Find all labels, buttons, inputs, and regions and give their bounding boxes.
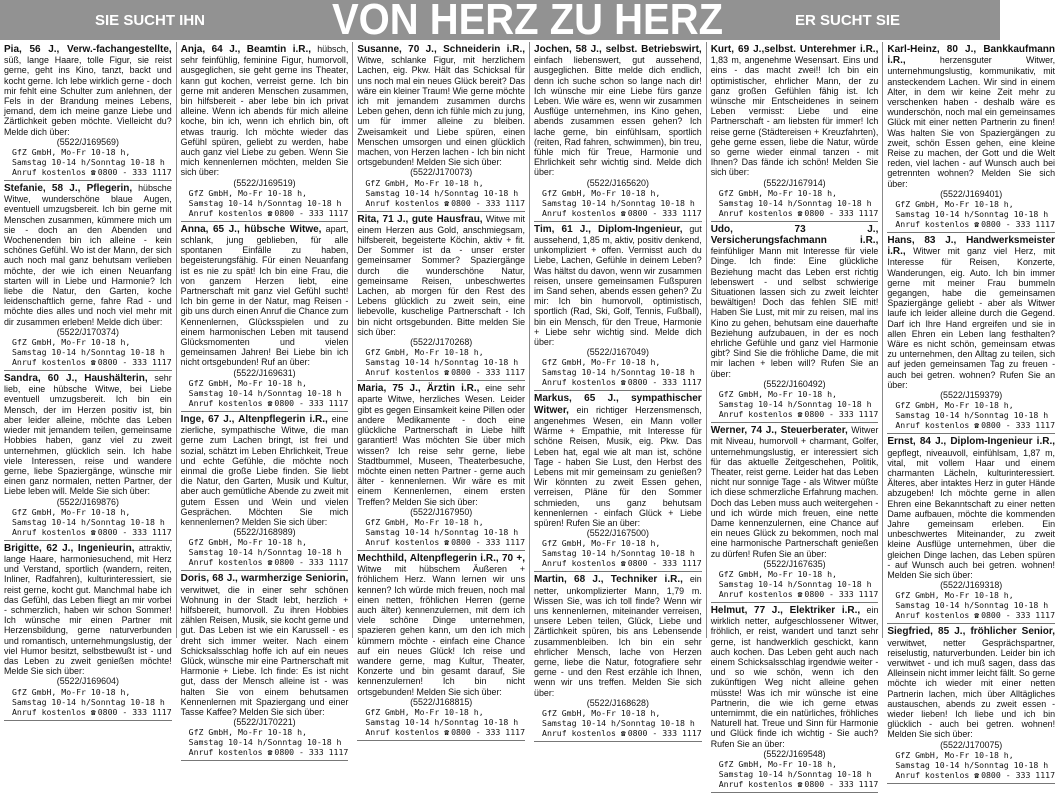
header-banner — [0, 0, 1000, 42]
classified-ad — [4, 543, 172, 721]
ad-text: einfach liebenswert, gut aussehend, ausgeglichen. Bitte melde dich endlich, denn ich suche schon so lange nach dir! Ich wünsche mir eine Liebe fürs ganze Leben. Wie wäre es, wenn wir zusammen Ausflüge unternehmen, ins Kino gehen, abends zusammen essen gehen? Ich lache gerne, bin einfühlsam, sportlich (reiten, Rad fahren, schwimmen), bin treu, fühle mich für Treue, Harmonie und Ehrlichkeit sehr wichtig sind. Melde dich über: — [534, 55, 702, 178]
phone-icon: ☎ — [620, 559, 626, 569]
contact-company: GfZ GmbH, Mo-Fr 10-18 h, — [542, 187, 661, 198]
contact-hours: Samstag 10-14 h/Sonntag 10-18 h — [718, 399, 872, 410]
contact-anruf: Anruf kostenlos — [12, 167, 86, 178]
phone-icon: ☎ — [267, 558, 273, 568]
ad-contact — [711, 188, 879, 219]
ad-text: ein netter, unkomplizierter Mann, 1,79 m. Wissen Sie, was ich toll finde? Wenn wir uns kennenlernen, miteinander verreisen, unsere Leben teilen, Glück, Liebe und Zärtlichkeit spüren, bis ans Lebensende zusammenbleiben. Ich bin ein sehr ehrlicher Mensch, lache von Herzen gerne, liebe die Natur, fotografiere sehr gerne - und den Rest erzähle ich Ihnen, wenn wir uns treffen. Melden Sie sich über: — [534, 574, 702, 698]
ad-code: (5522/J170374) — [56, 326, 119, 337]
contact-call — [365, 198, 525, 209]
ad-heading: Anja, 64 J., Beamtin i.R., — [180, 44, 312, 55]
contact-company: GfZ GmbH, Mo-Fr 10-18 h, — [365, 516, 484, 527]
ad-text: gut aussehend, 1,85 m, aktiv, positiv denkend, unkompliziert + offen. Vermisst auch du Liebe, Lachen, Gefühle in deinem Leben? Was hältst du davon, wenn wir zusammen reisen, unsere gemeinsamen Fußspuren im Sand sehen, abends essen gehen? Zu mir: Ich bin humorvoll, optimistisch, sportlich (Rad, Ski, Golf, Tennis, Fußball), bin ein Mensch, für den Treue, Harmonie + Liebe sehr wichtig sind. Melde dich über: — [534, 223, 702, 348]
contact-company: GfZ GmbH, Mo-Fr 10-18 h, — [718, 568, 837, 579]
contact-call — [542, 377, 702, 388]
contact-call — [12, 167, 172, 178]
classified-ad — [357, 44, 525, 212]
classified-ad — [4, 183, 172, 371]
contact-anruf: Anruf kostenlos — [365, 197, 440, 208]
ad-contact — [534, 708, 702, 739]
ad-heading: Hans, 83 J., Handwerksmeister i.R., — [887, 235, 1056, 258]
contact-phone[interactable]: 0800 - 333 1117 — [981, 219, 1056, 230]
contact-call — [189, 557, 349, 568]
contact-phone[interactable]: 0800 - 333 1117 — [451, 726, 526, 737]
ad-contact — [4, 147, 172, 178]
contact-phone[interactable]: 0800 - 333 1117 — [274, 557, 349, 568]
contact-anruf: Anruf kostenlos — [895, 769, 970, 780]
phone-icon: ☎ — [974, 220, 980, 230]
ads-column — [883, 42, 1059, 780]
contact-call — [12, 357, 172, 368]
ad-text: Witwer mit Niveau, humorvoll + charmant, Golfer, unternehmungslustig, er interessiert sich für das aktuelle Zeitgeschehen, Politik, Theater, reist gerne. Leider hat das Leben nicht nur sonnige Tage - als Witwer müßte ich diese schmerzliche Erfahrung machen. Doch das Leben muss auch weitergehen - und ich würde mich freuen, eine nette Dame kennenzulernen, eine Chance auf ein neues Glück zu bekommen, noch mal eine harmonische Partnerschaft genießen zu dürfen! Rufen Sie an über: — [710, 425, 879, 559]
contact-hours: Samstag 10-14 h/Sonntag 10-18 h — [365, 716, 519, 727]
contact-hours: Samstag 10-14 h/Sonntag 10-18 h — [188, 737, 342, 748]
ad-code: (5522/J168815) — [410, 696, 473, 707]
ad-code: (5522/J169631) — [233, 367, 296, 378]
classified-ad — [711, 605, 879, 793]
ads-column — [0, 42, 177, 717]
contact-anruf: Anruf kostenlos — [718, 409, 793, 420]
contact-anruf: Anruf kostenlos — [365, 367, 440, 378]
contact-anruf: Anruf kostenlos — [188, 557, 263, 568]
ad-contact — [887, 199, 1055, 230]
contact-call — [12, 707, 172, 718]
contact-call — [719, 409, 879, 420]
classified-ad — [4, 373, 172, 541]
ad-heading: Siegfried, 85 J., fröhlicher Senior, — [887, 626, 1056, 638]
ad-text: hübsch, sehr feinfühlig, feminine Figur, humorvoll, ausgeglichen, sie geht gerne ins Theater, kann gut kochen, verreist gerne. Ich bin gerne mit anderen Menschen zusammen, bin hilfsbereit - aber lebe bin ich privat alleine. Wenn ich abends für mich alleine koche, bin ich, wenn ich ehrlich bin, oft etwas traurig. Ich möchte wieder das Gefühl spüren, geliebt zu werden, habe auch ganz viel Liebe zu geben. Wenn Sie mich kennenlernen möchten, melden Sie sich über: — [180, 44, 349, 178]
ad-contact — [534, 357, 702, 388]
ad-code: (5522/J167914) — [763, 177, 826, 188]
ads-column — [353, 42, 530, 737]
classified-ad — [887, 235, 1055, 434]
contact-call — [895, 219, 1055, 230]
classified-ad — [534, 224, 702, 392]
ad-text: herzensguter Witwer, unternehmungslustig, kommunikativ, mit ansteckendem Lachen. Wir sind in einem Alter, in dem wir keine Zeit mehr zu verschenken haben - deshalb wäre es wunderschön, noch mal ein gemeinsames Glück mit einer netten Partnerin zu finen! Was halten Sie von Spaziergängen zu zweit, schön Essen gehen, eine kleine Reise zu machen, der Gott und die Welt reden, viel lachen - auf Wunsch auch bei getrennten wohnen? Melden Sie sich über: — [887, 55, 1056, 189]
contact-hours: Samstag 10-14 h/Sonntag 10-18 h — [895, 410, 1049, 421]
contact-phone[interactable]: 0800 - 333 1117 — [627, 207, 702, 218]
contact-hours: Samstag 10-14 h/Sonntag 10-18 h — [12, 696, 165, 707]
classified-ad — [534, 574, 702, 742]
ad-heading: Susanne, 70 J., Schneiderin i.R., — [357, 44, 526, 55]
contact-call — [365, 537, 525, 548]
ad-heading: Maria, 75 J., Ärztin i.R., — [357, 383, 480, 395]
contact-anruf: Anruf kostenlos — [718, 588, 793, 599]
ad-heading: Jochen, 58 J., selbst. Betriebswirt, — [534, 44, 702, 55]
contact-anruf: Anruf kostenlos — [12, 357, 86, 368]
classified-ad — [357, 553, 525, 741]
contact-phone[interactable]: 0800 - 333 1117 — [981, 610, 1056, 621]
contact-company: GfZ GmbH, Mo-Fr 10-18 h, — [188, 187, 307, 198]
ad-text: Witwe mit hübschem Äußeren + fröhlichem Herz. Wann lernen wir uns kennen? Ich würde mich freuen, noch mal einen netten, fröhlichen Herren (gerne auch älter) kennenzulernen, mit dem ich viele schöne Dinge unternehmen, spazieren gehen kann, um den ich mich kümmern möchte - einfach eine Chance auf ein neues Glück! Ich reise und wandere gerne, mag Kultur, Theater, Konzerte und bin gesamt darauf, Sie kennenzulernen! Ich bin nicht ortsgebunden! Melden Sie sich über: — [357, 564, 526, 697]
contact-anruf: Anruf kostenlos — [12, 706, 86, 717]
contact-hours: Samstag 10-14 h/Sonntag 10-18 h — [365, 357, 519, 368]
ad-contact — [181, 727, 349, 758]
ad-text: feinfühliger Mann mit Interesse für viele Dinge. Ich finde: Eine glückliche Beziehung macht das Leben erst richtig lebenswert - und selbst schwierige Situationen lassen sich zu zweit leichter bewältigen! Doch das fehlen SIE mit! Haben Sie Lust, mit mir zu reisen, mal ins Kino zu gehen, behutsam eine dauerhafte Beziehung aufzubauen, in der es noch ehrliche Gefühle und ganz viel Harmonie gibt? Sind Sie die fröhliche Dame, die mit mir lachen + leben will? Rufen Sie an über: — [710, 246, 879, 379]
contact-call — [719, 208, 879, 219]
ad-heading: Pia, 56 J., Verw.-fachangestellte, — [4, 44, 172, 55]
ad-code: (5522/J169876) — [56, 496, 119, 507]
ad-text: ein wirklich netter, aufgeschlossener Witwer, fröhlich, er reist, wandert und tanzt sehr gerne, ist handwerklich geschickt, kann auch kochen. Das Leben geht auch nach einem Schicksalsschlag irgendwie weiter - und so wie schön, wenn ich den zukünftigen Weg nicht alleine gehen müsste! Was ich mir wünsche ist eine Partnerin, die wie ich gerne etwas unternimmt, die ein natürliches, fröhliches Naturell hat. Treue und Sinn für Harmonie und Glück finde ich wichtig - Sie auch? Rufen Sie an über: — [710, 604, 879, 749]
ad-code: (5522/J169318) — [940, 580, 1003, 591]
phone-icon: ☎ — [267, 748, 273, 758]
contact-hours: Samstag 10-14 h/Sonntag 10-18 h — [188, 547, 342, 558]
ad-contact — [181, 378, 349, 409]
contact-phone[interactable]: 0800 - 333 1117 — [274, 207, 349, 218]
phone-icon: ☎ — [444, 727, 450, 737]
contact-hours: Samstag 10-14 h/Sonntag 10-18 h — [365, 187, 519, 198]
ad-text: Witwe, schlanke Figur, mit herzlichem Lachen, eig. Pkw. Hält das Schicksal für uns noch mal ein neues Glück bereit? Das wäre ein kleiner Traum! Wie gerne möchte ich mit jemandem zusammen durchs Leben gehen, denn ich fühle mich zu jung, um für immer alleine zu bleiben. Zweisamkeit und Liebe spüren, einen Menschen umsorgen und einen glücklich machen, von Herzen lachen - Ich bin nicht ortsgebunden! Melden Sie sich über: — [357, 55, 526, 168]
contact-phone[interactable]: 0800 - 333 1117 — [627, 377, 702, 388]
ad-contact — [534, 538, 702, 569]
contact-anruf: Anruf kostenlos — [188, 207, 263, 218]
contact-hours: Samstag 10-14 h/Sonntag 10-18 h — [718, 578, 872, 589]
contact-company: GfZ GmbH, Mo-Fr 10-18 h, — [188, 727, 307, 738]
header-left-label: SIE SUCHT IHN — [95, 11, 206, 29]
ad-text: Witwer mit ganz viel Herz, mit Interesse für Reisen, Konzerte, Wanderungen, eig. Auto. Ich bin immer gerne mit meiner Frau bummeln gegangen, habe die gemeinsamen Spaziergänge geliebt - aber als Witwer laufe ich leider alleine durch die Gegend. Darf ich Ihre Hand ergreifen und sie in allen Ehren ein Leben lang festhalten? Wäre es nicht schön, gemeinsam etwas zu unternehmen, den Alltag zu teilen, sich auf jeden gemeinsamen Tag zu freuen - auch bei getren. wohnen? Rufen Sie an über: — [887, 246, 1056, 390]
ad-code: (5522/J169604) — [56, 676, 119, 687]
contact-anruf: Anruf kostenlos — [542, 558, 616, 569]
contact-anruf: Anruf kostenlos — [895, 610, 970, 621]
ad-contact — [887, 400, 1055, 431]
classified-ad — [181, 44, 349, 222]
ad-heading: Martin, 68 J., Techniker i.R., — [534, 574, 683, 586]
contact-company: GfZ GmbH, Mo-Fr 10-18 h, — [895, 749, 1014, 760]
phone-icon: ☎ — [974, 611, 980, 621]
phone-icon: ☎ — [267, 208, 273, 218]
ad-heading: Markus, 65 J., sympathischer Witwer, — [534, 393, 702, 416]
ad-heading: Sandra, 60 J., Haushälterin, — [4, 373, 148, 385]
ad-contact — [357, 178, 525, 209]
ad-code: (5522/J167500) — [586, 528, 649, 539]
contact-phone[interactable]: 0800 - 333 1117 — [627, 727, 702, 738]
ad-contact — [887, 750, 1055, 781]
ad-code: (5522/J170073) — [410, 167, 473, 178]
contact-hours: Samstag 10-14 h/Sonntag 10-18 h — [365, 526, 519, 537]
contact-call — [12, 527, 172, 538]
contact-anruf: Anruf kostenlos — [895, 219, 970, 230]
contact-company: GfZ GmbH, Mo-Fr 10-18 h, — [895, 590, 1014, 601]
contact-company: GfZ GmbH, Mo-Fr 10-18 h, — [12, 147, 131, 158]
contact-phone[interactable]: 0800 - 333 1117 — [627, 558, 702, 569]
ad-heading: Brigitte, 62 J., Ingenieurin, — [4, 542, 135, 554]
ad-contact — [887, 590, 1055, 621]
classified-ad — [711, 44, 879, 222]
classified-ad — [357, 214, 525, 382]
contact-phone[interactable]: 0800 - 333 1117 — [804, 207, 879, 218]
ad-heading: Helmut, 77 J., Elektriker i.R., — [710, 604, 861, 616]
ad-text: ein richtiger Herzensmensch, angenehmes Wesen, ein Mann voller Wärme + Empathie, mit Interesse für schöne Reisen, Musik, eig. Pkw. Das Leben hat, egal wie alt man ist, schöne Tage - haben Sie Lust, den Herbst des Lebens mit mir gemeinsam zu genießen? Wir könnten zu zweit Essen gehen, verreisen, Pläne für den Sommer schmieden, uns ganz behutsam kennenlernen - einfach Glück + Liebe spüren! Rufen Sie an über: — [534, 404, 702, 528]
phone-icon: ☎ — [90, 527, 96, 537]
contact-company: GfZ GmbH, Mo-Fr 10-18 h, — [365, 177, 484, 188]
contact-hours: Samstag 10-14 h/Sonntag 10-18 h — [718, 197, 872, 208]
ad-contact — [4, 337, 172, 368]
contact-anruf: Anruf kostenlos — [365, 726, 440, 737]
contact-company: GfZ GmbH, Mo-Fr 10-18 h, — [12, 337, 131, 348]
ad-contact — [711, 389, 879, 420]
ad-text: sehr lieb, eine hübsche Witwe, bei Liebe eventuell umzugsbereit. Ich bin ein Mensch, der im Herzen positiv ist, bin aber leider alleine, möchte das Leben wieder mit jemandem teilen, gemeinsame Hobbies haben, ganz viel zu zweit unternehmen, glücklich sein. Ich habe viele Interessen, reise und wandere gerne, liebe Spaziergänge, wünsche mir einen ganz normalen, netten Partner, der Liebe leben will. Melde Sie sich über: — [4, 373, 172, 497]
contact-call — [365, 727, 525, 738]
contact-call — [365, 367, 525, 378]
ad-code: (5522/J168989) — [233, 527, 296, 538]
contact-phone[interactable]: 0800 - 333 1117 — [451, 197, 526, 208]
contact-hours: Samstag 10-14 h/Sonntag 10-18 h — [188, 387, 342, 398]
ad-heading: Mechthild, Altenpflegerin i.R., 70 +, — [357, 552, 526, 564]
ad-heading: Udo, 73 J., Versicherungsfachmann i.R., — [710, 223, 879, 247]
contact-phone[interactable]: 0800 - 333 1117 — [451, 367, 526, 378]
ad-contact — [4, 687, 172, 718]
contact-company: GfZ GmbH, Mo-Fr 10-18 h, — [12, 686, 131, 697]
phone-icon: ☎ — [620, 208, 626, 218]
ad-text: hübsche Witwe, wunderschöne blaue Augen, eventuell umzugsbereit. Ich bin gerne mit Menschen zusammen, kümmere mich um sie - doch an den Abenden und Wochenenden bin ich alleine - kein schönes Gefühl. Wo ist der Mann, der sich auch noch mal ganz behutsam verlieben möchte, der wie ich einen Neuanfang starten will in Liebe und Harmonie? Ich liebe die Natur, den Garten, koche leidenschaftlich gerne, fahre Rad - und möchte dies alles und noch viel mehr mit dir zusammen erleben! Melde dich über: — [4, 183, 172, 327]
classified-ad — [534, 393, 702, 572]
phone-icon: ☎ — [620, 378, 626, 388]
ad-heading: Doris, 68 J., warmherzige Seniorin, — [180, 573, 349, 585]
page-title: VON HERZ ZU HERZ — [331, 0, 724, 44]
phone-icon: ☎ — [974, 770, 980, 780]
ad-code: (5522/J159379) — [940, 390, 1003, 401]
header-right-label: ER SUCHT SIE — [794, 11, 900, 29]
classified-ad — [357, 383, 525, 551]
contact-phone[interactable]: 0800 - 333 1117 — [981, 769, 1056, 780]
contact-phone[interactable]: 0800 - 333 1117 — [274, 397, 349, 408]
phone-icon: ☎ — [444, 368, 450, 378]
contact-anruf: Anruf kostenlos — [365, 536, 440, 547]
ad-heading: Werner, 74 J., Steuerberater, — [710, 425, 848, 437]
contact-phone[interactable]: 0800 - 333 1117 — [451, 536, 526, 547]
contact-hours: Samstag 10-14 h/Sonntag 10-18 h — [895, 600, 1049, 611]
ads-columns — [0, 42, 1056, 789]
contact-company: GfZ GmbH, Mo-Fr 10-18 h, — [188, 537, 307, 548]
contact-anruf: Anruf kostenlos — [542, 207, 616, 218]
contact-hours: Samstag 10-14 h/Sonntag 10-18 h — [12, 157, 165, 168]
contact-hours: Samstag 10-14 h/Sonntag 10-18 h — [542, 717, 695, 728]
ad-text: apart, schlank, jung geblieben, für alle spontanen Einfälle zu haben, begeisterungsfähig. Für einen Neuanfang ist es nie zu spät! Ich bin eine Frau, die von ganzem Herzen liebt, eine Partnerschaft mit ganz viel Gefühl sucht! Ich bin gerne in der Natur, mag Reisen - gib uns durch einen Anruf die Chance zum Kennenlernen, Glücksspielen und zu einem harmonischen Leben mit tausend Glücksmomenten und vielen gemeinsamen Jahren! Bei Liebe bin ich nicht ortsgebunden! Ruf an über: — [180, 223, 349, 368]
contact-phone[interactable]: 0800 - 333 1117 — [274, 747, 349, 758]
contact-phone[interactable]: 0800 - 333 1117 — [981, 420, 1056, 431]
contact-anruf: Anruf kostenlos — [718, 207, 793, 218]
contact-hours: Samstag 10-14 h/Sonntag 10-18 h — [542, 367, 695, 378]
contact-anruf: Anruf kostenlos — [542, 377, 616, 388]
contact-call — [189, 208, 349, 219]
ad-code: (5522/J165620) — [586, 177, 649, 188]
contact-call — [189, 747, 349, 758]
ads-column — [530, 42, 707, 738]
contact-anruf: Anruf kostenlos — [188, 747, 263, 758]
contact-phone[interactable]: 0800 - 333 1117 — [97, 706, 172, 717]
ad-code: (5522/J167049) — [586, 347, 649, 358]
contact-hours: Samstag 10-14 h/Sonntag 10-18 h — [895, 209, 1049, 220]
ad-heading: Karl-Heinz, 80 J., Bankkaufmann i.R., — [887, 44, 1056, 67]
ad-code: (5522/J169401) — [940, 188, 1003, 199]
ad-contact — [711, 759, 879, 790]
classified-ad — [711, 224, 879, 423]
classified-ad — [181, 573, 349, 761]
contact-hours: Samstag 10-14 h/Sonntag 10-18 h — [12, 516, 165, 527]
contact-company: GfZ GmbH, Mo-Fr 10-18 h, — [365, 347, 484, 358]
ad-code: (5522/J169548) — [763, 748, 826, 759]
contact-phone[interactable]: 0800 - 333 1117 — [804, 588, 879, 599]
contact-anruf: Anruf kostenlos — [718, 778, 793, 789]
classified-ad — [887, 436, 1055, 624]
contact-call — [542, 208, 702, 219]
ad-code: (5522/J169519) — [233, 177, 296, 188]
ad-text: süß, lange Haare, tolle Figur, sie reist gerne, geht ins Kino, tanzt, backt und kocht gerne. Ich lebe wirklich gerne - doch mir fehlt eine Schulter zum anlehnen, der Fels in der Brandung meines Lebens, jemand, dem ich meine ganze Liebe und Zärtlichkeit geben möchte. Vielleicht du? Melde dich über: — [4, 55, 172, 137]
classified-ad — [887, 626, 1055, 783]
contact-company: GfZ GmbH, Mo-Fr 10-18 h, — [365, 706, 484, 717]
contact-call — [542, 728, 702, 739]
contact-hours: Samstag 10-14 h/Sonntag 10-18 h — [188, 197, 342, 208]
ad-code: (5522/J168628) — [586, 697, 649, 708]
contact-call — [542, 558, 702, 569]
ad-code: (5522/J170268) — [410, 337, 473, 348]
ad-heading: Ernst, 84 J., Diplom-Ingenieur i.R., — [887, 436, 1056, 448]
ad-text: Witwe mit einem Herzen aus Gold, anschmiegsam, hilfsbereit, begeisterte Köchin, aktiv + fit. Der Sommer ist da - unser erster gemeinsamer Sommer? Spaziergänge durch die wunderschöne Natur, gemeinsame Reisen, unbeschwertes Lachen, ab morgen für den Rest des Lebens glücklich zu zweit sein, eine liebevolle, kuschelige Partnerschaft - Ich bin nicht ortsgebunden. Bitte melden Sie sich über: — [357, 213, 526, 337]
contact-hours: Samstag 10-14 h/Sonntag 10-18 h — [718, 768, 872, 779]
ad-contact — [357, 347, 525, 378]
contact-phone[interactable]: 0800 - 333 1117 — [97, 526, 172, 537]
ad-text: gepflegt, niveauvoll, einfühlsam, 1,87 m, vital, mit vollem Haar und einem charmanten Lächeln, kulturinteressiert. Älteres, aber intaktes Herz in guter Hände abzugeben! Ich möchte gerne in allen Ehren eine Bekanntschaft zu einer netten Dame aufbauen, möchte die kommenden Jahre gemeinsam erleben. Ein unbeschwertes Miteinander, zu zweit kleine Ausflüge unternehmen, über die gleichen Dinge lachen, das Leben spüren - auf Wunsch auch bei getren. wohnen! Melden Sie sich über: — [887, 447, 1056, 580]
ad-contact — [4, 507, 172, 538]
ads-column — [707, 42, 884, 789]
contact-hours: Samstag 10-14 h/Sonntag 10-18 h — [895, 759, 1049, 770]
phone-icon: ☎ — [267, 398, 273, 408]
phone-icon: ☎ — [90, 707, 96, 717]
contact-call — [895, 770, 1055, 781]
phone-icon: ☎ — [90, 168, 96, 178]
classified-ad — [711, 425, 879, 603]
ad-code: (5522/J160492) — [763, 378, 826, 389]
contact-call — [895, 610, 1055, 621]
contact-company: GfZ GmbH, Mo-Fr 10-18 h, — [542, 707, 661, 718]
ad-text: eine sehr aparte Witwe, herzliches Wesen. Leider gibt es gegen Einsamkeit keine Pillen oder andere Medikamente - doch eine glückliche Partnerschaft in Liebe hilft garantiert! Was möchten Sie über mich wissen? Ich reise sehr gerne, liebe Stadtbummel, Museen, Theaterbesuche, möchte einen netten Partner - gerne auch älter - kennenlernen. Wir wäre es mit einem Kennenlernen, einem ersten Treffen? Melden Sie sich über: — [357, 383, 526, 507]
contact-company: GfZ GmbH, Mo-Fr 10-18 h, — [718, 187, 837, 198]
ad-text: eine zierliche, sympathische Witwe, die man gerne zum Lachen bringt, ist frei und sozial, schätzt im Leben Ehrlichkeit, Treue und echte Gefühle, die möchte noch einmal die große Liebe finden. Sie liebt die Natur, den Garten, Musik und Kultur, aber auch gemütliche Abende zu zweit mit gutem Essen und Wein und vielen Gesprächen. Möchten Sie mich kennenlernen? Melden Sie sich über: — [180, 413, 349, 527]
ad-heading: Anna, 65 J., hübsche Witwe, — [180, 223, 322, 235]
ad-heading: Tim, 61 J., Diplom-Ingenieur, — [534, 223, 683, 235]
contact-anruf: Anruf kostenlos — [188, 397, 263, 408]
phone-icon: ☎ — [797, 589, 803, 599]
contact-call — [719, 589, 879, 600]
ad-heading: Stefanie, 58 J., Pflegerin, — [4, 183, 133, 195]
ad-code: (5522/J169569) — [56, 136, 119, 147]
ad-text: verwitwet, die in einer sehr schönen Wohnung in der Stadt lebt, herzlich + hilfsbereit, humorvoll. Zu ihren Hobbies zählen Reisen, Musik, sie kocht gerne und gut. Das Leben ist wie ein Karussell - es dreht sich immer weiter. Nach einem Schicksalsschlag hoffe ich auf ein neues Glück, wünsche mir eine Partnerschaft mit Harmonie + Liebe. Ich finde: Es ist nicht gut, dass der Mensch alleine ist - was halten Sie von einem behutsamen Kennenlernen mit Spaziergang und einer Tasse Kaffee? Melden Sie sich über: — [180, 584, 349, 717]
classified-ad — [534, 44, 702, 222]
contact-company: GfZ GmbH, Mo-Fr 10-18 h, — [718, 758, 837, 769]
phone-icon: ☎ — [797, 410, 803, 420]
classified-ad — [181, 224, 349, 412]
ad-text: 1,83 m, angenehme Wesensart. Eins und eins - das macht zwei!! Ich bin ein optimistischer, ehrlicher Mann, der zu ganz großen Gefühlen fähig ist. Ich wünsche mir Entscheidenes in seinem Leben vermisst: Liebe und eine Partnerschaft - am liebsten für immer! Ich reise gerne (Städtereisen + Kreuzfahrten), gehe gerne essen, liebe die Natur, würde so gerne wieder einmal tanzen - mit Ihnen? Das fände ich schön! Melden Sie sich über: — [710, 55, 879, 178]
contact-phone[interactable]: 0800 - 333 1117 — [804, 409, 879, 420]
classified-ad — [181, 414, 349, 571]
ad-contact — [357, 517, 525, 548]
contact-hours: Samstag 10-14 h/Sonntag 10-18 h — [542, 548, 695, 559]
ad-contact — [181, 188, 349, 219]
phone-icon: ☎ — [90, 358, 96, 368]
contact-company: GfZ GmbH, Mo-Fr 10-18 h, — [718, 389, 837, 400]
classified-ad — [887, 44, 1055, 233]
ad-text: verwitwet, netter Gesprächspartner, reiselustig, naturverbunden. Leider bin ich verwitwet - und ich muß sagen, dass das Alleinsein nicht immer leicht fällt. So gerne möchte ich wieder mit einer netten Partnerin lachen, mich über Alltägliches austauschen, abends zu zweit essen - wieder lieben! Ich liebe und ich bin glücklich - auch bei getren. wohnen! Melden Sie sich über: — [887, 637, 1056, 740]
contact-anruf: Anruf kostenlos — [12, 526, 86, 537]
contact-company: GfZ GmbH, Mo-Fr 10-18 h, — [188, 377, 307, 388]
contact-hours: Samstag 10-14 h/Sonntag 10-18 h — [12, 347, 165, 358]
ad-text: attraktiv, lange Haare, harmoniesuchend, mit Herz und Verstand, sportlich (wandern, reiten, Inliner, Radfahren), kulturinteressiert, sie reist gerne, kocht gut. Manchmal habe ich das Gefühl, das Leben fliegt an mir vorbei - schmerzlich, haben wir schon Sommer! Ich wünsche mir einen Partner mit Herzensbildung, gerne naturverbunden und romantisch, unternehmungslustig, der viel Humor besitzt, selbstbewußt ist - und das Leben zu zweit genießen möchte! Melde Sie sich über: — [4, 542, 172, 677]
contact-call — [189, 398, 349, 409]
ad-code: (5522/J170221) — [233, 717, 296, 728]
phone-icon: ☎ — [620, 728, 626, 738]
contact-call — [895, 420, 1055, 431]
contact-call — [719, 779, 879, 790]
contact-anruf: Anruf kostenlos — [542, 727, 616, 738]
phone-icon: ☎ — [444, 537, 450, 547]
ad-code: (5522/J170075) — [940, 739, 1003, 750]
ad-code: (5522/J167950) — [410, 506, 473, 517]
ads-column — [177, 42, 354, 758]
ad-contact — [534, 188, 702, 219]
phone-icon: ☎ — [797, 779, 803, 789]
ad-code: (5522/J167635) — [763, 558, 826, 569]
ad-contact — [711, 569, 879, 600]
phone-icon: ☎ — [444, 198, 450, 208]
contact-phone[interactable]: 0800 - 333 1117 — [97, 357, 172, 368]
contact-hours: Samstag 10-14 h/Sonntag 10-18 h — [542, 197, 695, 208]
contact-anruf: Anruf kostenlos — [895, 420, 970, 431]
ad-heading: Rita, 71 J., gute Hausfrau, — [357, 213, 483, 225]
ad-heading: Inge, 67 J., Altenpflegerin i.R., — [180, 413, 328, 425]
ad-heading: Kurt, 69 J.,selbst. Unterehmer i.R., — [710, 44, 879, 55]
contact-phone[interactable]: 0800 - 333 1117 — [97, 167, 172, 178]
contact-company: GfZ GmbH, Mo-Fr 10-18 h, — [895, 400, 1014, 411]
contact-company: GfZ GmbH, Mo-Fr 10-18 h, — [12, 506, 131, 517]
ad-contact — [181, 537, 349, 568]
contact-company: GfZ GmbH, Mo-Fr 10-18 h, — [542, 357, 661, 368]
ad-contact — [357, 707, 525, 738]
contact-phone[interactable]: 0800 - 333 1117 — [804, 778, 879, 789]
contact-company: GfZ GmbH, Mo-Fr 10-18 h, — [895, 199, 1014, 210]
contact-company: GfZ GmbH, Mo-Fr 10-18 h, — [542, 538, 661, 549]
phone-icon: ☎ — [797, 208, 803, 218]
phone-icon: ☎ — [974, 421, 980, 431]
classified-ad — [4, 44, 172, 181]
